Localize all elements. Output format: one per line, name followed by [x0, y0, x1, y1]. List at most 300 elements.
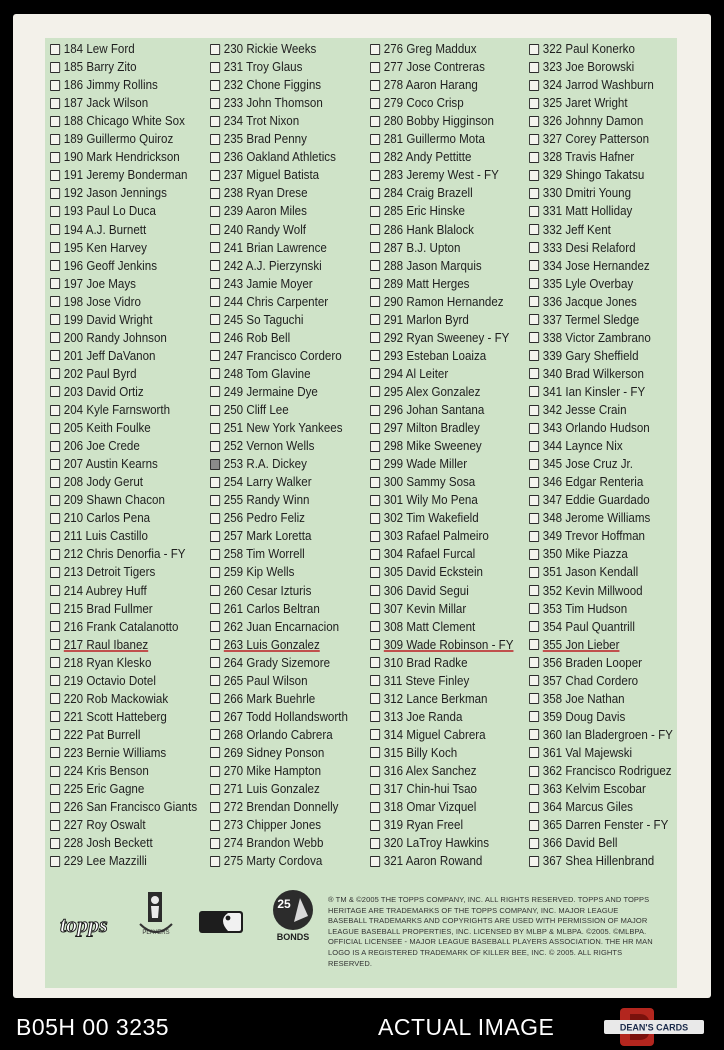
checkbox-icon	[529, 296, 539, 307]
checklist-item-label: 367 Shea Hillenbrand	[542, 854, 655, 869]
checklist-item	[529, 166, 644, 184]
checklist-item-label: 240 Randy Wolf	[223, 222, 307, 237]
checklist-item-label: 191 Jeremy Bonderman	[63, 168, 188, 183]
checkbox-icon	[529, 423, 539, 434]
checklist-item-label: 316 Alex Sanchez	[383, 764, 477, 778]
checklist-item	[50, 744, 166, 762]
checklist-item	[529, 798, 633, 816]
checklist-item-label: 352 Kevin Millwood	[542, 583, 643, 598]
checkbox-icon	[529, 386, 539, 397]
checklist-item	[370, 780, 477, 798]
checklist-item-label: 300 Sammy Sosa	[383, 475, 476, 490]
checklist-item-label: 271 Luis Gonzalez	[223, 782, 320, 797]
checklist-item-label: 285 Eric Hinske	[383, 204, 465, 219]
checkbox-icon	[210, 423, 220, 434]
checklist-item-label: 298 Mike Sweeney	[383, 439, 482, 454]
checklist-item-label: 297 Milton Bradley	[383, 421, 480, 436]
checkbox-icon	[370, 224, 380, 235]
checklist-item-label: 295 Alex Gonzalez	[383, 384, 481, 399]
checklist-item	[50, 94, 148, 112]
checklist-item	[210, 40, 316, 58]
checklist-item	[50, 76, 158, 94]
checklist-item-label: 208 Jody Gerut	[63, 475, 144, 490]
checklist-item	[210, 437, 314, 455]
checkbox-icon	[50, 116, 60, 127]
checklist-item-label: 287 B.J. Upton	[383, 240, 461, 255]
checklist-item	[50, 130, 173, 148]
checklist-item-label: 337 Termel Sledge	[542, 312, 640, 327]
checklist-item-label: 321 Aaron Rowand	[383, 854, 483, 869]
checklist-item	[50, 816, 146, 834]
checkbox-icon	[50, 747, 60, 758]
checklist-item	[50, 437, 140, 455]
checklist-item-label: 220 Rob Mackowiak	[63, 691, 169, 706]
checklist-item-label: 197 Joe Mays	[63, 276, 136, 291]
checkbox-icon	[50, 368, 60, 379]
checklist-item-label: 187 Jack Wilson	[63, 96, 149, 111]
checklist-item	[529, 184, 631, 202]
checkbox-icon	[50, 98, 60, 109]
checklist-item-label: 294 Al Leiter	[383, 366, 449, 381]
checklist-item	[210, 401, 289, 419]
checklist-item-label: 186 Jimmy Rollins	[63, 78, 158, 93]
checklist-item-label: 365 Darren Fenster - FY	[542, 818, 669, 833]
checklist-item-label: 198 Jose Vidro	[63, 294, 141, 309]
checkbox-icon	[370, 657, 380, 668]
checkbox-icon	[210, 603, 220, 614]
checklist-item-label: 291 Marlon Byrd	[383, 312, 469, 327]
checklist-item-label: 229 Lee Mazzilli	[63, 854, 147, 869]
checkbox-icon	[210, 766, 220, 777]
checkbox-icon	[210, 386, 220, 397]
checklist-item-label: 327 Corey Patterson	[542, 132, 650, 147]
checkbox-icon	[210, 820, 220, 831]
checkbox-icon	[370, 98, 380, 109]
checkbox-icon	[50, 531, 60, 542]
checkbox-icon	[529, 513, 539, 524]
checklist-item-label: 360 Ian Bladergroen - FY	[542, 727, 673, 742]
checklist-item-label: 268 Orlando Cabrera	[223, 727, 333, 742]
checklist-item	[50, 726, 140, 744]
checklist-item-label: 215 Brad Fullmer	[63, 601, 153, 616]
checkbox-icon	[370, 477, 380, 488]
checklist-item	[50, 690, 168, 708]
checklist-item-label: 363 Kelvim Escobar	[542, 782, 646, 797]
checkbox-icon	[529, 405, 539, 416]
checklist-item	[529, 527, 645, 545]
checkbox-icon	[370, 134, 380, 145]
checkbox-icon	[50, 549, 60, 560]
checklist-item-label: 247 Francisco Cordero	[223, 348, 342, 363]
checklist-item-label: 281 Guillermo Mota	[383, 132, 485, 147]
checklist-item-label: 219 Octavio Dotel	[63, 673, 156, 688]
checkbox-icon	[529, 62, 539, 73]
checklist-item	[210, 329, 290, 347]
checklist-item-label: 332 Jeff Kent	[542, 222, 611, 237]
checklist-item-label: 270 Mike Hampton	[223, 764, 322, 778]
checklist-item	[50, 798, 197, 816]
checklist-item	[370, 184, 473, 202]
checklist-item	[50, 527, 148, 545]
checkbox-icon	[370, 332, 380, 343]
checklist-item-label: 227 Roy Oswalt	[63, 818, 146, 833]
checkbox-icon	[210, 314, 220, 325]
checklist-item-label: 338 Victor Zambrano	[542, 330, 651, 345]
checkbox-icon	[50, 513, 60, 524]
checklist-item	[50, 112, 185, 130]
checklist-item	[210, 112, 299, 130]
checklist-item	[370, 473, 475, 491]
checklist-item-label: 225 Eric Gagne	[63, 782, 145, 797]
checklist-item	[210, 600, 320, 618]
checklist-item-label: 346 Edgar Renteria	[542, 475, 644, 490]
checklist-item	[370, 202, 465, 220]
checklist-item-label: 324 Jarrod Washburn	[542, 78, 654, 93]
checkbox-icon	[50, 296, 60, 307]
checkbox-icon	[529, 495, 539, 506]
checklist-item	[210, 130, 307, 148]
checklist-item	[529, 311, 639, 329]
checklist-item-label: 221 Scott Hatteberg	[63, 709, 167, 724]
checklist-item	[370, 94, 464, 112]
checkbox-icon	[370, 386, 380, 397]
checkbox-icon	[370, 513, 380, 524]
checklist-item-label: 218 Ryan Klesko	[63, 655, 152, 670]
checklist-item	[370, 401, 484, 419]
checklist-item	[370, 636, 513, 654]
checklist-item	[370, 221, 474, 239]
checklist-item-label: 358 Joe Nathan	[542, 691, 625, 706]
checklist-item-label: 249 Jermaine Dye	[223, 384, 318, 399]
checkbox-icon	[210, 242, 220, 253]
checklist-item-label: 204 Kyle Farnsworth	[63, 403, 171, 417]
checkbox-icon	[370, 639, 380, 650]
actual-image-label: ACTUAL IMAGE	[378, 1014, 555, 1040]
checklist-item	[50, 401, 170, 419]
checklist-item	[210, 636, 320, 654]
checklist-item-label: 245 So Taguchi	[223, 312, 304, 327]
checkbox-icon	[529, 802, 539, 813]
checklist-item-label: 213 Detroit Tigers	[63, 565, 156, 580]
card-id: B05H 00 3235	[16, 1014, 170, 1040]
checklist-item	[370, 239, 460, 257]
checkbox-icon	[529, 621, 539, 632]
checklist-item-label: 264 Grady Sizemore	[223, 655, 331, 670]
checkbox-icon	[50, 820, 60, 831]
checkbox-icon	[210, 278, 220, 289]
checklist-item	[370, 329, 509, 347]
checklist-item-label: 231 Troy Glaus	[223, 60, 303, 75]
checkbox-icon	[50, 711, 60, 722]
checkbox-icon	[210, 477, 220, 488]
logo-strip	[56, 882, 326, 942]
checklist-item	[529, 257, 650, 275]
checkbox-icon	[529, 368, 539, 379]
checklist-item-label: 267 Todd Hollandsworth	[223, 709, 348, 724]
checklist-item-label: 241 Brian Lawrence	[223, 240, 327, 255]
checkbox-icon	[529, 314, 539, 325]
checklist-item-label: 244 Chris Carpenter	[223, 294, 329, 309]
checkbox-icon	[529, 98, 539, 109]
checklist-item-label: 348 Jerome Williams	[542, 511, 651, 526]
checklist-item-label: 236 Oakland Athletics	[223, 150, 336, 165]
checklist-item-label: 347 Eddie Guardado	[542, 493, 650, 508]
checklist-item-label: 257 Mark Loretta	[223, 529, 312, 544]
checklist-item	[50, 618, 178, 636]
checklist-item	[210, 563, 294, 581]
checkbox-icon	[50, 693, 60, 704]
checklist-item-label: 207 Austin Kearns	[63, 457, 158, 472]
checkbox-icon	[529, 477, 539, 488]
checklist-item-label: 239 Aaron Miles	[223, 204, 307, 219]
checklist-item-label: 261 Carlos Beltran	[223, 601, 320, 616]
checklist-item-label: 232 Chone Figgins	[223, 78, 322, 93]
checklist-item-label: 299 Wade Miller	[383, 457, 468, 472]
checkbox-icon	[210, 134, 220, 145]
checklist-item	[210, 618, 339, 636]
checkbox-icon	[370, 820, 380, 831]
checkbox-icon	[210, 459, 220, 470]
checklist-item-label: 243 Jamie Moyer	[223, 276, 313, 291]
checklist-item-label: 320 LaTroy Hawkins	[383, 836, 489, 851]
checklist-item	[370, 545, 475, 563]
checklist-item	[529, 329, 651, 347]
checklist-item-label: 250 Cliff Lee	[223, 403, 289, 417]
checkbox-icon	[370, 80, 380, 91]
checklist-item-label: 357 Chad Cordero	[542, 673, 639, 688]
checkbox-icon	[210, 80, 220, 91]
checkbox-icon	[529, 675, 539, 686]
checklist-item-label: 269 Sidney Ponson	[223, 745, 325, 760]
checklist-item	[50, 293, 141, 311]
bonds-25-logo	[264, 886, 322, 942]
checklist-item-label: 276 Greg Maddux	[383, 42, 477, 56]
checkbox-icon	[210, 98, 220, 109]
checklist-item	[370, 311, 469, 329]
checklist-item-label: 361 Val Majewski	[542, 745, 633, 760]
checklist-item	[529, 654, 642, 672]
checkbox-icon	[529, 350, 539, 361]
checklist-item-label: 206 Joe Crede	[63, 439, 140, 454]
checkbox-icon	[529, 603, 539, 614]
checkbox-icon	[210, 62, 220, 73]
checkbox-icon	[210, 711, 220, 722]
checkbox-icon	[210, 206, 220, 217]
checklist-item-label: 214 Aubrey Huff	[63, 583, 147, 598]
checklist-item	[370, 744, 457, 762]
checklist-item	[50, 672, 156, 690]
checklist-item-label: 212 Chris Denorfia - FY	[63, 547, 186, 562]
checkbox-icon	[529, 206, 539, 217]
checklist-item	[529, 40, 635, 58]
checklist-item	[50, 852, 147, 870]
checkbox-icon	[50, 675, 60, 686]
checklist-item	[50, 184, 167, 202]
checklist-item-label: 344 Laynce Nix	[542, 439, 623, 454]
checklist-item-label: 185 Barry Zito	[63, 60, 137, 75]
checkbox-icon	[529, 766, 539, 777]
svg-text:PLAYERS: PLAYERS	[142, 930, 170, 936]
checkbox-icon	[370, 242, 380, 253]
checklist-item-label: 280 Bobby Higginson	[383, 114, 494, 129]
checklist-item	[50, 275, 136, 293]
checklist-item-label: 362 Francisco Rodriguez	[542, 764, 672, 778]
checklist-item	[370, 563, 483, 581]
checklist-item-label: 325 Jaret Wright	[542, 96, 628, 111]
checklist-item-label: 246 Rob Bell	[223, 330, 291, 345]
checklist-item	[210, 690, 315, 708]
checklist-item	[370, 76, 478, 94]
checkbox-icon	[370, 170, 380, 181]
checkbox-icon	[50, 152, 60, 163]
checkbox-icon	[210, 296, 220, 307]
checklist-item	[529, 473, 643, 491]
checklist-item	[210, 166, 319, 184]
checklist-item-label: 319 Ryan Freel	[383, 818, 464, 833]
checklist-item	[370, 654, 468, 672]
checklist-item-label: 323 Joe Borowski	[542, 60, 635, 75]
checkbox-icon	[370, 747, 380, 758]
checkbox-icon	[370, 567, 380, 578]
checkbox-icon	[529, 549, 539, 560]
checklist-item-label: 275 Marty Cordova	[223, 854, 323, 869]
checklist-item	[529, 545, 628, 563]
checklist-item-label: 293 Esteban Loaiza	[383, 348, 487, 363]
checklist-item-label: 330 Dmitri Young	[542, 186, 632, 201]
svg-text:DEAN'S CARDS: DEAN'S CARDS	[619, 1022, 689, 1033]
checkbox-icon	[529, 224, 539, 235]
checklist-item-label: 210 Carlos Pena	[63, 511, 151, 526]
checklist-item	[529, 293, 637, 311]
checklist-item	[210, 184, 308, 202]
checklist-item-label: 312 Lance Berkman	[383, 691, 488, 706]
checkbox-icon	[50, 62, 60, 73]
checklist-item	[529, 275, 633, 293]
checklist-item-label: 282 Andy Pettitte	[383, 150, 472, 165]
checklist-item-label: 305 David Eckstein	[383, 565, 483, 580]
checklist-item-label: 256 Pedro Feliz	[223, 511, 305, 526]
checkbox-icon	[210, 802, 220, 813]
checkbox-icon	[370, 838, 380, 849]
checklist-item-label: 188 Chicago White Sox	[63, 114, 185, 129]
checklist-item-label: 289 Matt Herges	[383, 276, 470, 291]
checkbox-icon	[210, 405, 220, 416]
checklist-item	[370, 365, 448, 383]
checklist-item	[50, 473, 143, 491]
checkbox-icon	[210, 44, 220, 55]
checklist-item	[529, 780, 646, 798]
checkbox-icon	[210, 693, 220, 704]
checklist-item-label: 252 Vernon Wells	[223, 439, 315, 454]
checkbox-icon	[50, 766, 60, 777]
checkbox-icon	[370, 206, 380, 217]
checklist-item	[370, 798, 476, 816]
checklist-item	[370, 257, 482, 275]
checkbox-icon	[210, 531, 220, 542]
checklist-item-label: 315 Billy Koch	[383, 745, 458, 760]
checklist-item	[50, 455, 158, 473]
checklist-item	[210, 221, 306, 239]
checklist-item-label: 233 John Thomson	[223, 96, 323, 111]
legal-text: ® TM & ©2005 THE TOPPS COMPANY, INC. ALL RIGHTS RESERVED. TOPPS AND TOPPS HERITAGE ARE TRADEMARKS OF THE TOPPS COMPANY, INC. MAJOR LEAGUE BASEBALL TRADEMARKS AND COPYRIGHTS ARE USED WITH PERMISSION OF MAJOR LEAGUE BASEBALL PROPERTIES, INC. LICENSED BY MLBP & MLBPA. ©2005. ©MLBPA. OFFICIAL LICENSEE - MAJOR LEAGUE BASEBALL PLAYERS ASSOCIATION. THE HR MAN LOGO IS A REGISTERED TRADEMARK OF KILLER BEE, INC. © 2005. ALL RIGHTS RESERVED.	[328, 895, 653, 968]
checklist-item	[370, 347, 486, 365]
checklist-item-label: 296 Johan Santana	[383, 403, 485, 417]
checkbox-icon	[529, 116, 539, 127]
checklist-item-label: 251 New York Yankees	[223, 421, 343, 436]
checklist-item-label: 359 Doug Davis	[542, 709, 626, 724]
checklist-item	[529, 509, 650, 527]
checkbox-icon	[210, 621, 220, 632]
checklist-item	[210, 654, 330, 672]
checklist-item	[529, 347, 639, 365]
checklist-item-label: 248 Tom Glavine	[223, 366, 311, 381]
checkbox-icon	[529, 711, 539, 722]
checklist-item	[210, 58, 302, 76]
checkbox-icon	[529, 278, 539, 289]
checklist-item	[529, 744, 632, 762]
checkbox-icon	[370, 621, 380, 632]
checklist-item	[370, 293, 504, 311]
checkbox-icon	[50, 856, 60, 867]
checkbox-icon	[529, 657, 539, 668]
checklist-item	[210, 311, 303, 329]
checkbox-icon	[210, 116, 220, 127]
checklist-item	[50, 257, 157, 275]
checkbox-icon	[210, 675, 220, 686]
checklist-item-label: 258 Tim Worrell	[223, 547, 305, 562]
checklist-item	[50, 582, 147, 600]
checklist-item-label: 326 Johnny Damon	[542, 114, 644, 129]
checklist-item-label: 333 Desi Relaford	[542, 240, 636, 255]
checkbox-icon	[370, 116, 380, 127]
checklist-item	[370, 40, 477, 58]
checklist-item-label: 262 Juan Encarnacion	[223, 619, 340, 634]
checklist-item	[210, 293, 328, 311]
checkbox-icon	[370, 603, 380, 614]
checklist-item	[50, 419, 151, 437]
checkbox-icon	[210, 747, 220, 758]
checklist-item	[50, 780, 144, 798]
checkbox-icon	[370, 441, 380, 452]
checkbox-icon	[370, 531, 380, 542]
checklist-item	[370, 112, 494, 130]
checklist-item-label: 304 Rafael Furcal	[383, 547, 476, 562]
checkbox-icon	[370, 585, 380, 596]
checklist-item-label: 238 Ryan Drese	[223, 186, 308, 201]
players-logo	[134, 890, 178, 940]
checklist-item	[50, 311, 152, 329]
checkbox-icon	[370, 495, 380, 506]
checklist-item-label: 342 Jesse Crain	[542, 403, 627, 417]
checkbox-icon	[529, 134, 539, 145]
checkbox-icon	[210, 332, 220, 343]
checkbox-icon	[370, 729, 380, 740]
checklist-item	[370, 130, 485, 148]
checkbox-icon	[210, 838, 220, 849]
checkbox-icon	[50, 224, 60, 235]
checkbox-icon	[529, 838, 539, 849]
checkbox-icon	[50, 477, 60, 488]
checklist-item-label: 278 Aaron Harang	[383, 78, 478, 93]
checklist-item-label: 199 David Wright	[63, 312, 153, 327]
checklist-item-label: 195 Ken Harvey	[63, 240, 147, 255]
checkbox-icon	[529, 170, 539, 181]
checkbox-icon	[370, 693, 380, 704]
checkbox-icon	[529, 693, 539, 704]
checklist-item	[529, 582, 643, 600]
checklist-item	[50, 239, 147, 257]
checklist-item-label: 205 Keith Foulke	[63, 421, 151, 436]
